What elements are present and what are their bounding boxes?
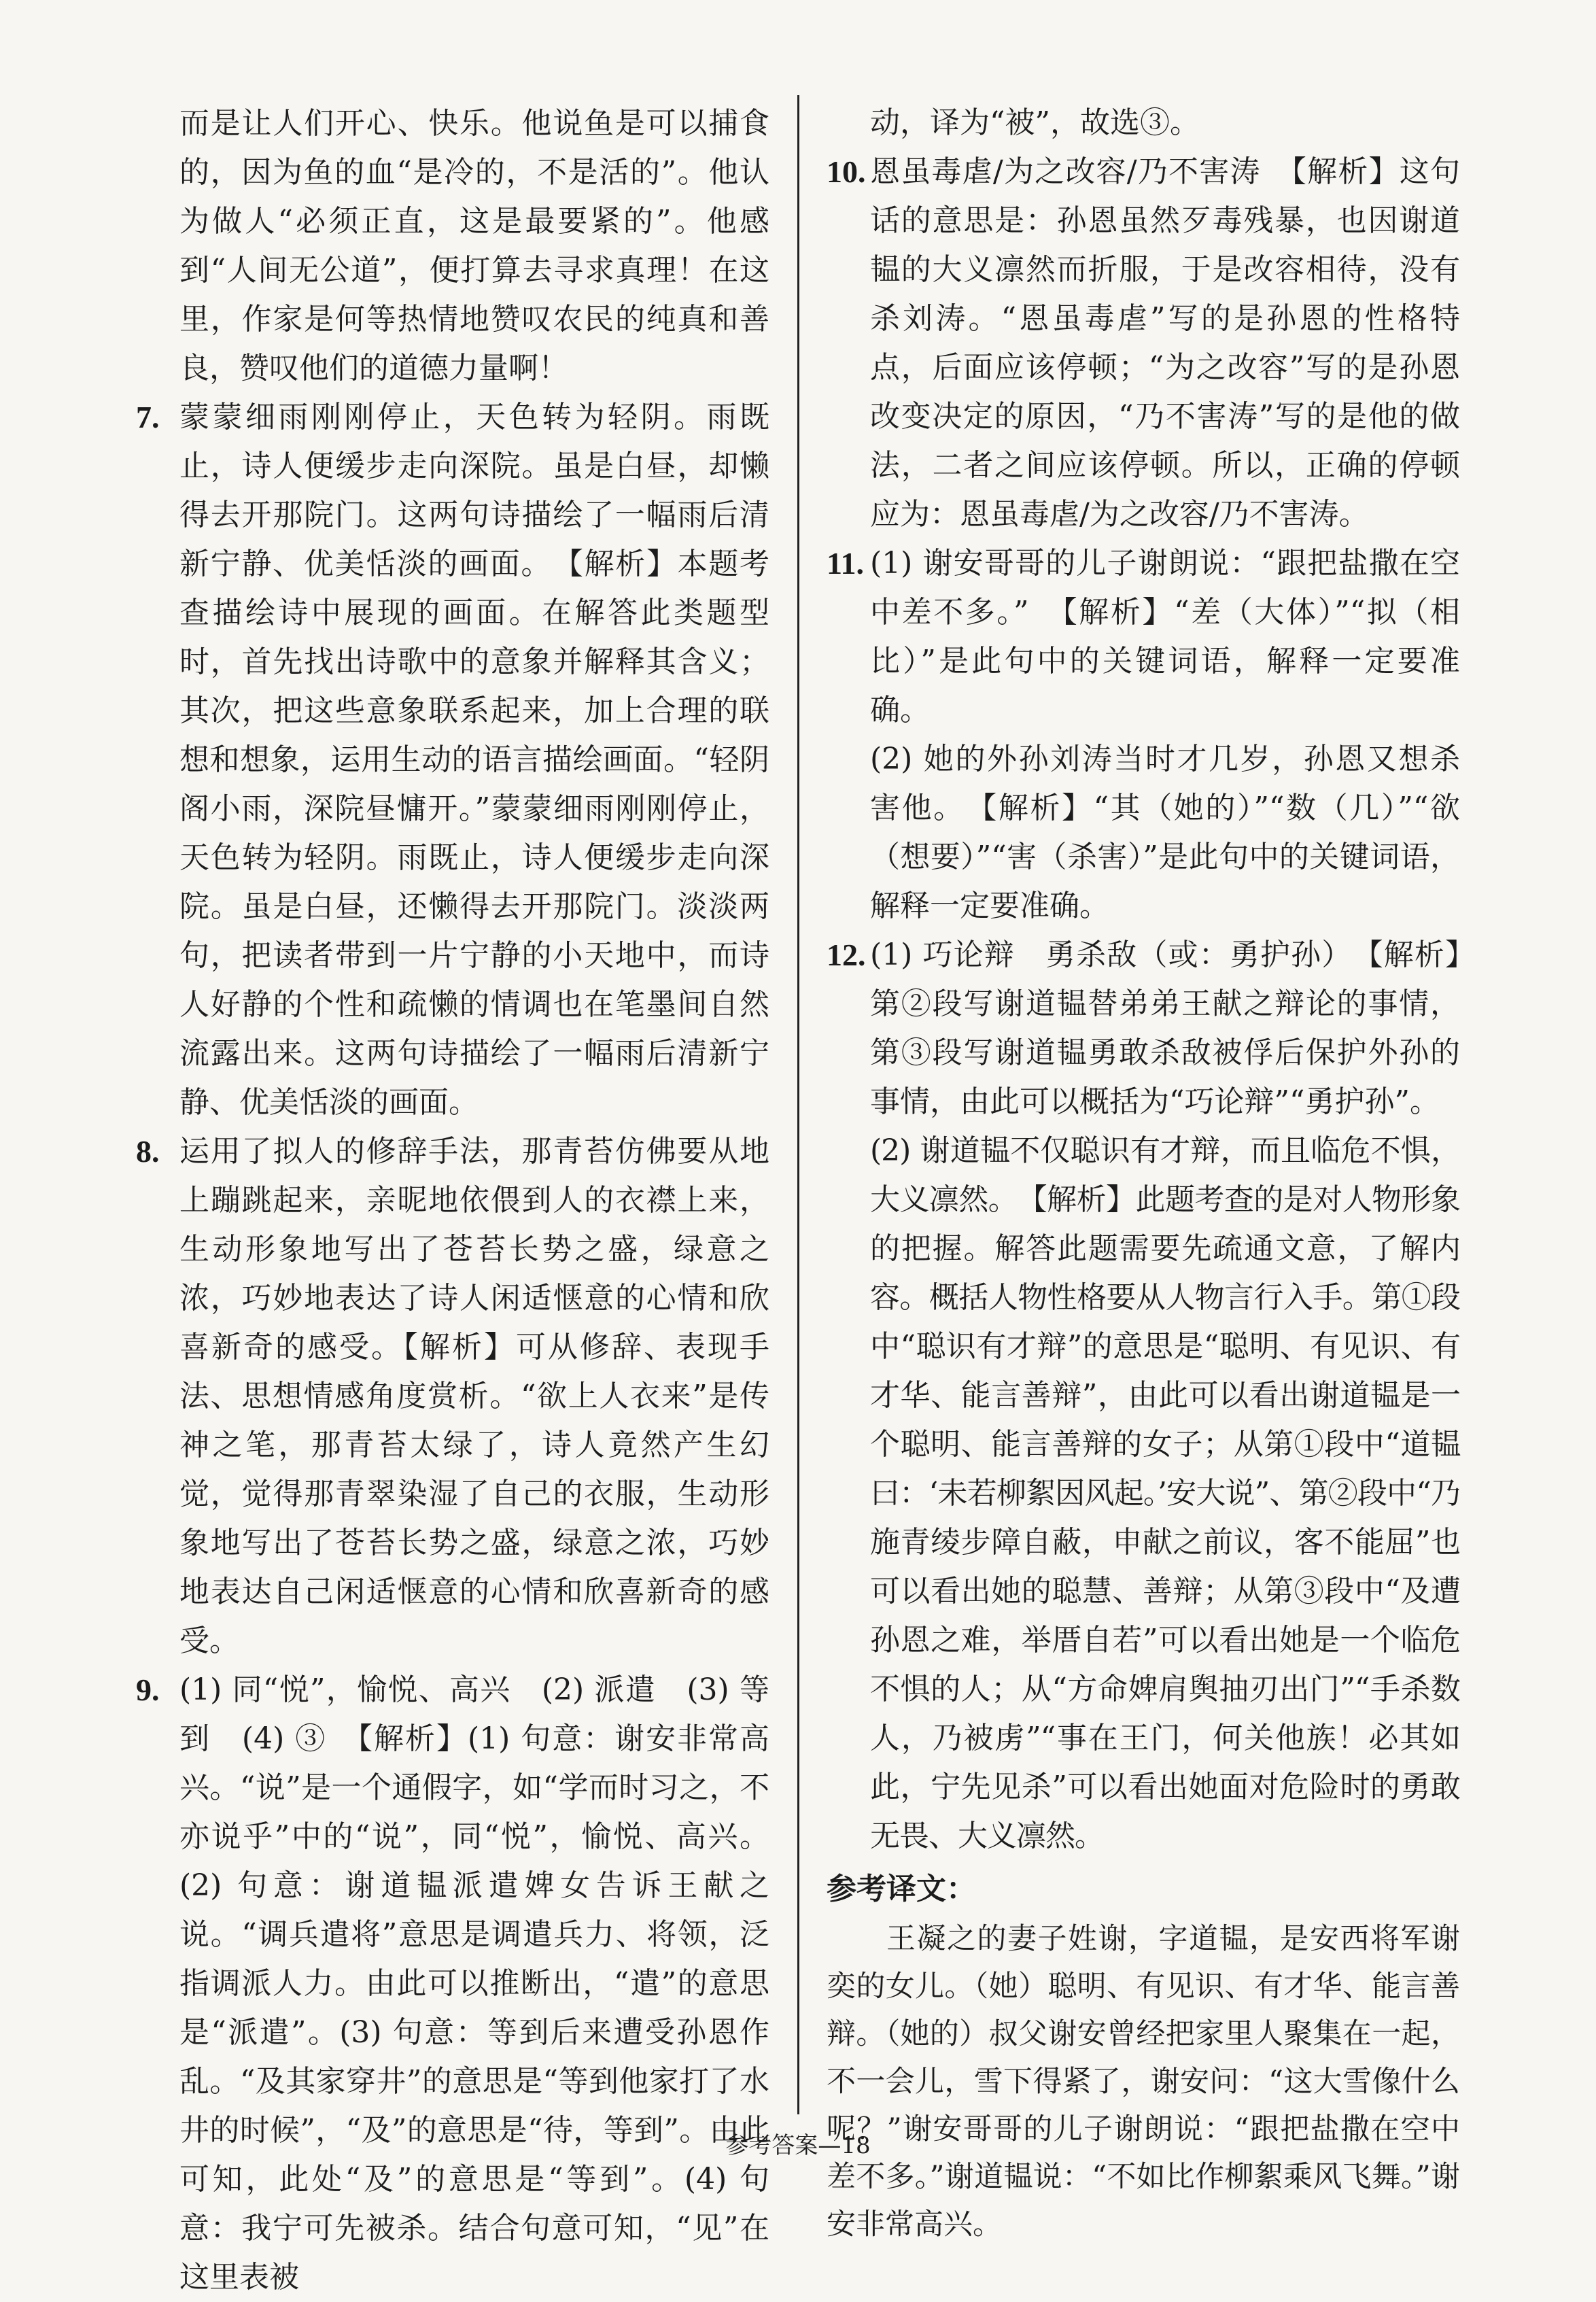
question-number: 8. [136, 1134, 160, 1169]
question-number: 7. [136, 400, 160, 434]
left-column [136, 99, 769, 2302]
answer-9 [136, 1666, 769, 2302]
answer-text: 恩虽毒虐/为之改容/乃不害涛 【解析】这句话的意思是：孙恩虽然歹毒残暴，也因谢道韫的大义凛然而折服，于是改容相待，没有杀刘涛。“恩虽毒虐”写的是孙恩的性格特点，后面应该停顿；“为之改容”写的是孙恩改变决定的原因，“乃不害涛”写的是他的做法，二者之间应该停顿。所以，正确的停顿应为：恩虽毒虐/为之改容/乃不害涛。 [870, 154, 1460, 532]
question-number: 11. [827, 546, 864, 581]
question-number: 12. [827, 938, 866, 972]
answer-12-part-2: (2) 谢道韫不仅聪识有才辩，而且临危不惧，大义凛然。 【解析】此题考查的是对人物形象的把握。解答此题需要先疏通文意，了解内容。概括人物性格要从人物言行入手。第①段中“聪识有才辩”的意思是“聪明、有见识、有才华、能言善辩”，由此可以看出谢道韫是一个聪明、能言善辩的女子；从第①段中“道韫曰：‘未若柳絮因风起。’安大说”、第②段中“乃施青绫步障自蔽，申献之前议，客不能屈”也可以看出她的聪慧、善辩；从第③段中“及遭孙恩之难，举厝自若”可以看出她是一个临危不惧的人；从“方命婢肩舆抽刃出门”“手杀数人，乃被虏”“事在王门，何关他族！必其如此，宁先见杀”可以看出她面对危险时的勇敢无畏、大义凛然。 [870, 1133, 1460, 1853]
answer-10 [827, 148, 1460, 539]
column-divider [797, 95, 799, 2114]
right-column [827, 99, 1460, 2248]
answer-8 [136, 1127, 769, 1666]
page-footer: 参考答案—18 [725, 2132, 871, 2159]
translation-heading: 参考译文： [827, 1872, 976, 1906]
answer-12 [827, 931, 1460, 1127]
answer-7 [136, 393, 769, 1127]
answer-text: (1) 谢安哥哥的儿子谢朗说：“跟把盐撒在空中差不多。” 【解析】“差（大体）”“拟（相比）”是此句中的关键词语，解释一定要准确。 [870, 546, 1460, 727]
question-number: 9. [136, 1672, 160, 1707]
answer-11 [827, 539, 1460, 735]
answer-text: (1) 同“悦”，愉悦、高兴 (2) 派遣 (3) 等到 (4) ③ 【解析】(1) 句意：谢安非常高兴。“说”是一个通假字，如“学而时习之，不亦说乎”中的“说”，同“悦”，愉悦、高兴。(2) 句意：谢道韫派遣婢女告诉王献之说。“调兵遣将”意思是调遣兵力、将领，泛指调派人力。由此可以推断出，“遣”的意思是“派遣”。(3) 句意：等到后来遭受孙恩作乱。“及其家穿井”的意思是“等到他家打了水井的时候”，“及”的意思是“待，等到”。由此可知，此处“及”的意思是“等到”。(4) 句意：我宁可先被杀。结合句意可知，“见”在这里表被 [179, 1672, 769, 2295]
question-number: 10. [827, 154, 866, 189]
continued-text: 动，译为“被”，故选③。 [870, 105, 1200, 140]
answer-text: (1) 巧论辩 勇杀敌（或：勇护孙） 【解析】第②段写谢道韫替弟弟王献之辩论的事情，第③段写谢道韫勇敢杀敌被俘后保护外孙的事情，由此可以概括为“巧论辩”“勇护孙”。 [870, 938, 1460, 1119]
translation-text: 王凝之的妻子姓谢，字道韫，是安西将军谢奕的女儿。（她）聪明、有见识、有才华、能言善辩。（她的）叔父谢安曾经把家里人聚集在一起，不一会儿，雪下得紧了，谢安问：“这大雪像什么呢？”谢安哥哥的儿子谢朗说：“跟把盐撒在空中差不多。”谢道韫说：“不如比作柳絮乘风飞舞。”谢安非常高兴。 [827, 1922, 1460, 2241]
intro-paragraph: 而是让人们开心、快乐。他说鱼是可以捕食的，因为鱼的血“是冷的，不是活的”。他认为做人“必须正直，这是最要紧的”。他感到“人间无公道”，便打算去寻求真理！在这里，作家是何等热情地赞叹农民的纯真和善良，赞叹他们的道德力量啊！ [179, 106, 769, 385]
answer-text: 蒙蒙细雨刚刚停止，天色转为轻阴。雨既止，诗人便缓步走向深院。虽是白昼，却懒得去开那院门。这两句诗描绘了一幅雨后清新宁静、优美恬淡的画面。 【解析】本题考查描绘诗中展现的画面。在解答此类题型时，首先找出诗歌中的意象并解释其含义；其次，把这些意象联系起来，加上合理的联想和想象，运用生动的语言描绘画面。“轻阴阁小雨，深院昼慵开。”蒙蒙细雨刚刚停止，天色转为轻阴。雨既止，诗人便缓步走向深院。虽是白昼，还懒得去开那院门。淡淡两句，把读者带到一片宁静的小天地中，而诗人好静的个性和疏懒的情调也在笔墨间自然流露出来。这两句诗描绘了一幅雨后清新宁静、优美恬淡的画面。 [179, 400, 769, 1120]
answer-11-part-2: (2) 她的外孙刘涛当时才几岁，孙恩又想杀害他。 【解析】“其（她的）”“数（几）”“欲（想要）”“害（杀害）”是此句中的关键词语，解释一定要准确。 [870, 742, 1460, 923]
answer-text: 运用了拟人的修辞手法，那青苔仿佛要从地上蹦跳起来，亲昵地依偎到人的衣襟上来，生动形象地写出了苍苔长势之盛，绿意之浓，巧妙地表达了诗人闲适惬意的心情和欣喜新奇的感受。【解析】可从修辞、表现手法、思想情感角度赏析。“欲上人衣来”是传神之笔，那青苔太绿了，诗人竟然产生幻觉，觉得那青翠染湿了自己的衣服，生动形象地写出了苍苔长势之盛，绿意之浓，巧妙地表达自己闲适惬意的心情和欣喜新奇的感受。 [179, 1134, 769, 1658]
